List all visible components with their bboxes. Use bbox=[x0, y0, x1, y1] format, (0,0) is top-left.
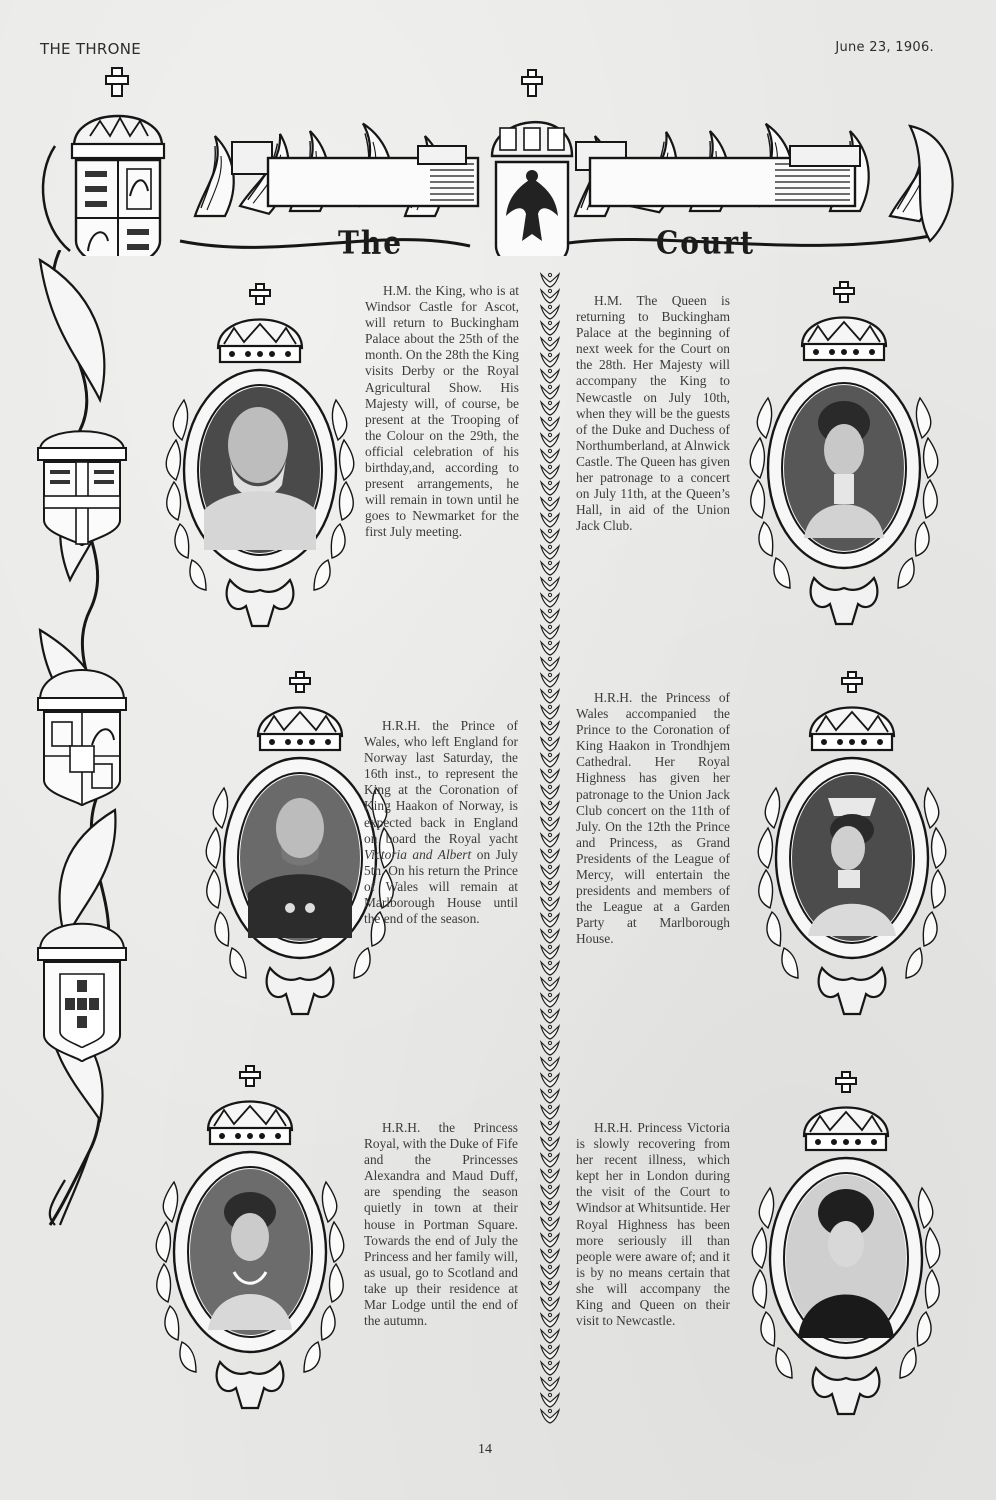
laurel-chevron-icon bbox=[539, 1104, 561, 1120]
laurel-chevron-icon bbox=[539, 1376, 561, 1392]
banner-title-the: The bbox=[338, 223, 404, 262]
laurel-chevron-icon bbox=[539, 560, 561, 576]
laurel-chevron-icon bbox=[539, 832, 561, 848]
article-princess-of-wales bbox=[576, 690, 730, 948]
laurel-chevron-icon bbox=[539, 880, 561, 896]
laurel-chevron-icon bbox=[539, 1328, 561, 1344]
article-princess-victoria-text: H.R.H. Princess Victoria is slowly recovering from her recent illness, which kept her in London during the visit of the Court to Windsor at Whitsuntide. Her Royal Highness has been more seriously ill than people were aware of; and it is by no means certain that she will accompany the King and Queen on their visit to Newcastle. bbox=[576, 1120, 730, 1329]
laurel-chevron-icon bbox=[539, 768, 561, 784]
laurel-chevron-icon bbox=[539, 704, 561, 720]
laurel-chevron-icon bbox=[539, 688, 561, 704]
laurel-chevron-icon bbox=[539, 528, 561, 544]
laurel-chevron-icon bbox=[539, 1296, 561, 1312]
laurel-chevron-icon bbox=[539, 1408, 561, 1424]
laurel-chevron-icon bbox=[539, 368, 561, 384]
laurel-chevron-icon bbox=[539, 1040, 561, 1056]
laurel-chevron-icon bbox=[539, 1008, 561, 1024]
laurel-chevron-icon bbox=[539, 464, 561, 480]
laurel-chevron-icon bbox=[539, 1024, 561, 1040]
laurel-chevron-icon bbox=[539, 288, 561, 304]
laurel-chevron-icon bbox=[539, 960, 561, 976]
article-princess-royal bbox=[364, 1120, 518, 1329]
imperial-eagle-shield-icon bbox=[492, 70, 572, 256]
laurel-chevron-icon bbox=[539, 736, 561, 752]
laurel-chevron-icon bbox=[539, 1248, 561, 1264]
article-king bbox=[365, 283, 519, 541]
page-number: 14 bbox=[478, 1442, 492, 1457]
laurel-chevron-icon bbox=[539, 976, 561, 992]
article-princess-of-wales-text: H.R.H. the Princess of Wales accompanied the Prince to the Coronation of King Haakon in Trondhjem Cathedral. Her Royal Highness has given her patronage to the Union Jack Club concert on the 11th of July. On the 12th the Prince and Princess, as Grand Presidents of the League of Mercy, will entertain the presidents and members of the League at a Garden Party at Marlborough House. bbox=[576, 690, 730, 947]
portuguese-arms-shield-icon bbox=[38, 924, 126, 1062]
laurel-chevron-icon bbox=[539, 816, 561, 832]
article-princess-victoria bbox=[576, 1120, 730, 1329]
laurel-chevron-icon bbox=[539, 720, 561, 736]
laurel-chevron-icon bbox=[539, 1120, 561, 1136]
laurel-chevron-icon bbox=[539, 1184, 561, 1200]
court-banner bbox=[30, 66, 970, 262]
laurel-chevron-icon bbox=[539, 480, 561, 496]
laurel-chevron-icon bbox=[539, 544, 561, 560]
laurel-chevron-icon bbox=[539, 656, 561, 672]
acanthus-banner-ornament bbox=[30, 66, 970, 256]
laurel-chevron-icon bbox=[539, 336, 561, 352]
laurel-chevron-icon bbox=[539, 1152, 561, 1168]
laurel-chevron-icon bbox=[539, 304, 561, 320]
laurel-chevron-icon bbox=[539, 320, 561, 336]
laurel-chevron-icon bbox=[539, 416, 561, 432]
laurel-chevron-icon bbox=[539, 928, 561, 944]
laurel-chevron-icon bbox=[539, 592, 561, 608]
laurel-chevron-icon bbox=[539, 640, 561, 656]
article-prince-of-wales-text: H.R.H. the Prince of Wales, who left England for Norway last Saturday, the 16th inst., to represent the King at the Coronation of King Haakon of Norway, is expected back in England on board the Royal yacht Victoria and Albert on July 5th. On his return the Prince of Wales will remain at Marlborough House until the end of the season. bbox=[364, 718, 518, 927]
laurel-chevron-icon bbox=[539, 1280, 561, 1296]
laurel-chevron-icon bbox=[539, 272, 561, 288]
laurel-chevron-icon bbox=[539, 352, 561, 368]
laurel-chevron-icon bbox=[539, 992, 561, 1008]
portrait-princess-victoria bbox=[746, 1068, 946, 1428]
laurel-chevron-icon bbox=[539, 384, 561, 400]
laurel-chevron-icon bbox=[539, 624, 561, 640]
laurel-chevron-icon bbox=[539, 1392, 561, 1408]
laurel-chevron-icon bbox=[539, 1088, 561, 1104]
laurel-chevron-icon bbox=[539, 432, 561, 448]
laurel-chevron-icon bbox=[539, 1168, 561, 1184]
article-queen-text: H.M. The Queen is returning to Buckingham Palace at the beginning of next week for the Court on the 28th. Her Majesty will accompany the King to Newcastle on July 10th, when they will be the guests of the Duke and Duchess of Northumberland, at Alnwick Castle. The Queen has given her patronage to a concert on July 11th, at the Queen’s Hall, in aid of the Union Jack Club. bbox=[576, 293, 730, 534]
portrait-princess-of-wales bbox=[752, 668, 952, 1028]
portrait-queen bbox=[744, 278, 944, 638]
laurel-chevron-icon bbox=[539, 608, 561, 624]
article-prince-of-wales bbox=[364, 718, 518, 927]
laurel-chevron-icon bbox=[539, 576, 561, 592]
laurel-chevron-icon bbox=[539, 1264, 561, 1280]
laurel-chevron-icon bbox=[539, 1072, 561, 1088]
laurel-chevron-icon bbox=[539, 1200, 561, 1216]
laurel-chevron-icon bbox=[539, 1216, 561, 1232]
laurel-chevron-icon bbox=[539, 400, 561, 416]
left-heraldic-border bbox=[20, 250, 140, 1230]
laurel-chevron-icon bbox=[539, 944, 561, 960]
laurel-chevron-icon bbox=[539, 896, 561, 912]
article-queen bbox=[576, 293, 730, 534]
laurel-chevron-icon bbox=[539, 784, 561, 800]
article-king-text: H.M. the King, who is at Windsor Castle for Ascot, will return to Buckingham Palace about the 25th of the month. On the 28th the King visits Derby or the Royal Agricultural Show. His Majesty will, of course, be present at the Trooping of the Colour on the 29th, the official celebration of his birthday,and, according to present arrangements, he will remain in town until he goes to Newmarket for the first July meeting. bbox=[365, 283, 519, 540]
laurel-chevron-icon bbox=[539, 800, 561, 816]
portrait-king bbox=[160, 280, 360, 640]
laurel-chevron-icon bbox=[539, 752, 561, 768]
publication-title: THE THRONE bbox=[40, 40, 142, 58]
article-princess-royal-text: H.R.H. the Princess Royal, with the Duke of Fife and the Princesses Alexandra and Maud Duff, are spending the season quietly in town at their house in Portman Square. Towards the end of July the Princess and her family will, as usual, go to Scotland and take up their residence at Mar Lodge until the end of the autumn. bbox=[364, 1120, 518, 1329]
column-divider-ornament bbox=[536, 272, 564, 1432]
spanish-arms-shield-icon bbox=[38, 670, 126, 806]
yacht-name: Victoria and Albert bbox=[364, 846, 472, 862]
laurel-chevron-icon bbox=[539, 496, 561, 512]
laurel-chevron-icon bbox=[539, 1136, 561, 1152]
laurel-chevron-icon bbox=[539, 1312, 561, 1328]
laurel-chevron-icon bbox=[539, 912, 561, 928]
laurel-chevron-icon bbox=[539, 1232, 561, 1248]
laurel-chevron-icon bbox=[539, 848, 561, 864]
royal-arms-shield-icon bbox=[72, 68, 164, 256]
laurel-chevron-icon bbox=[539, 864, 561, 880]
laurel-chevron-icon bbox=[539, 1056, 561, 1072]
issue-date: June 23, 1906. bbox=[835, 40, 934, 55]
laurel-chevron-icon bbox=[539, 512, 561, 528]
danish-arms-shield-icon bbox=[38, 431, 126, 546]
portrait-princess-royal bbox=[150, 1062, 350, 1422]
laurel-chevron-icon bbox=[539, 672, 561, 688]
laurel-chevron-icon bbox=[539, 1344, 561, 1360]
laurel-chevron-icon bbox=[539, 1360, 561, 1376]
laurel-chevron-icon bbox=[539, 448, 561, 464]
banner-title-court: Court bbox=[656, 223, 756, 262]
